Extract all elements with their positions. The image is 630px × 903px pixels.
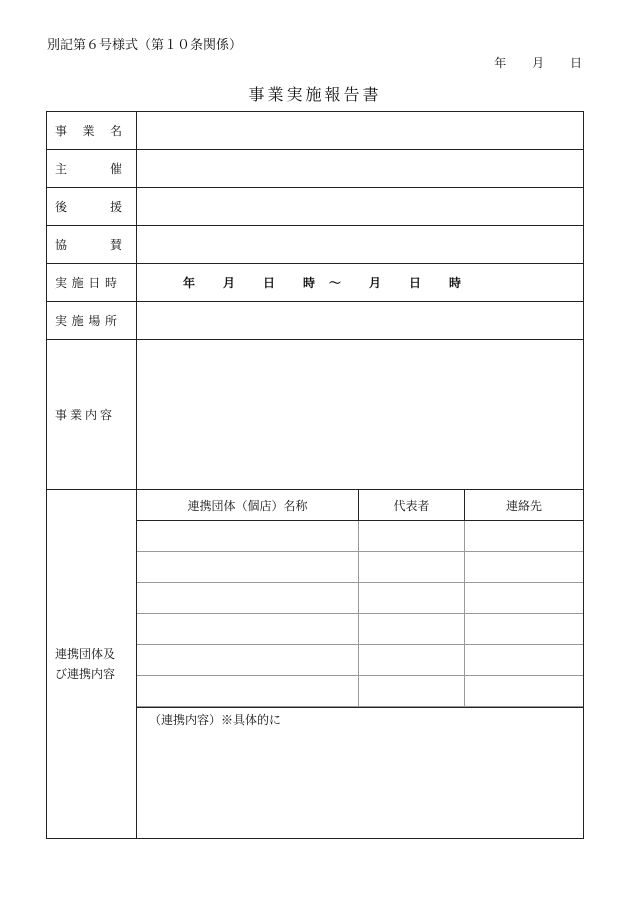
row-host [47, 150, 584, 188]
date-year: 年 [494, 56, 507, 70]
representative-cell[interactable] [359, 645, 465, 676]
date-line [472, 54, 582, 71]
form-number: 別記第６号様式（第１０条関係） [47, 38, 243, 53]
partner-name-cell[interactable] [137, 614, 359, 645]
contact-cell[interactable] [465, 614, 584, 645]
contact-cell[interactable] [465, 583, 584, 614]
partners-table [137, 490, 583, 707]
table-row [137, 521, 583, 552]
table-row [137, 614, 583, 645]
label-event-name [47, 112, 137, 150]
dt-day: 日 [263, 276, 276, 290]
label-char: 場 [88, 314, 101, 328]
label-partners-line1: 連携団体及 [55, 647, 116, 661]
table-row [137, 583, 583, 614]
table-row [137, 676, 583, 707]
table-row [137, 645, 583, 676]
label-char: 後 [55, 200, 68, 214]
row-support [47, 188, 584, 226]
representative-cell[interactable] [359, 676, 465, 707]
contact-cell[interactable] [465, 645, 584, 676]
label-char: 事 [55, 124, 68, 138]
venue-field[interactable] [137, 302, 584, 340]
column-header: 連絡先 [465, 490, 584, 521]
label-host [47, 150, 137, 188]
event-name-field[interactable] [137, 112, 584, 150]
dt-hour: 時 [303, 276, 316, 290]
label-char: 実 [55, 314, 68, 328]
partner-content-note[interactable] [137, 707, 583, 838]
label-sponsor [47, 226, 137, 264]
document-title: 事業実施報告書 [248, 85, 382, 104]
label-char: 業 [82, 124, 95, 138]
sponsor-field[interactable] [137, 226, 584, 264]
representative-cell[interactable] [359, 583, 465, 614]
row-datetime [47, 264, 584, 302]
contact-cell[interactable] [465, 552, 584, 583]
partners-cell [137, 490, 584, 839]
label-char: 所 [104, 314, 117, 328]
partner-name-cell[interactable] [137, 521, 359, 552]
partner-name-cell[interactable] [137, 676, 359, 707]
label-char: 日 [88, 276, 101, 290]
representative-cell[interactable] [359, 552, 465, 583]
dt-end-hour: 時 [449, 276, 462, 290]
partners-header-row [137, 490, 583, 521]
label-char: 援 [109, 200, 122, 214]
label-char: 名 [109, 124, 122, 138]
representative-cell[interactable] [359, 614, 465, 645]
label-char: 施 [71, 276, 84, 290]
label-venue [47, 302, 137, 340]
label-char: 主 [55, 162, 68, 176]
column-header: 連携団体（個店）名称 [137, 490, 359, 521]
label-partners [47, 490, 137, 839]
label-char: 実 [55, 276, 68, 290]
representative-cell[interactable] [359, 521, 465, 552]
label-char: 施 [71, 314, 84, 328]
partner-name-cell[interactable] [137, 552, 359, 583]
dt-month: 月 [223, 276, 236, 290]
label-content: 事業内容 [47, 340, 137, 490]
support-field[interactable] [137, 188, 584, 226]
row-partners [47, 490, 584, 839]
label-char: 賛 [109, 238, 122, 252]
date-day: 日 [569, 56, 582, 70]
label-support [47, 188, 137, 226]
label-char: 時 [104, 276, 117, 290]
dt-year: 年 [183, 276, 196, 290]
label-datetime [47, 264, 137, 302]
note-label: （連携内容）※具体的に [149, 713, 282, 727]
label-partners-line2: び連携内容 [55, 667, 116, 681]
host-field[interactable] [137, 150, 584, 188]
partner-name-cell[interactable] [137, 645, 359, 676]
report-table [46, 111, 584, 839]
content-field[interactable] [137, 340, 584, 490]
contact-cell[interactable] [465, 521, 584, 552]
table-row [137, 552, 583, 583]
row-sponsor [47, 226, 584, 264]
row-event-name [47, 112, 584, 150]
dt-end-day: 日 [409, 276, 422, 290]
date-month: 月 [532, 56, 545, 70]
label-char: 協 [55, 238, 68, 252]
contact-cell[interactable] [465, 676, 584, 707]
datetime-field[interactable] [137, 264, 584, 302]
label-char: 催 [109, 162, 122, 176]
dt-tilde: 〜 [329, 276, 342, 290]
column-header: 代表者 [359, 490, 465, 521]
row-venue [47, 302, 584, 340]
row-content [47, 340, 584, 490]
dt-end-month: 月 [369, 276, 382, 290]
partner-name-cell[interactable] [137, 583, 359, 614]
